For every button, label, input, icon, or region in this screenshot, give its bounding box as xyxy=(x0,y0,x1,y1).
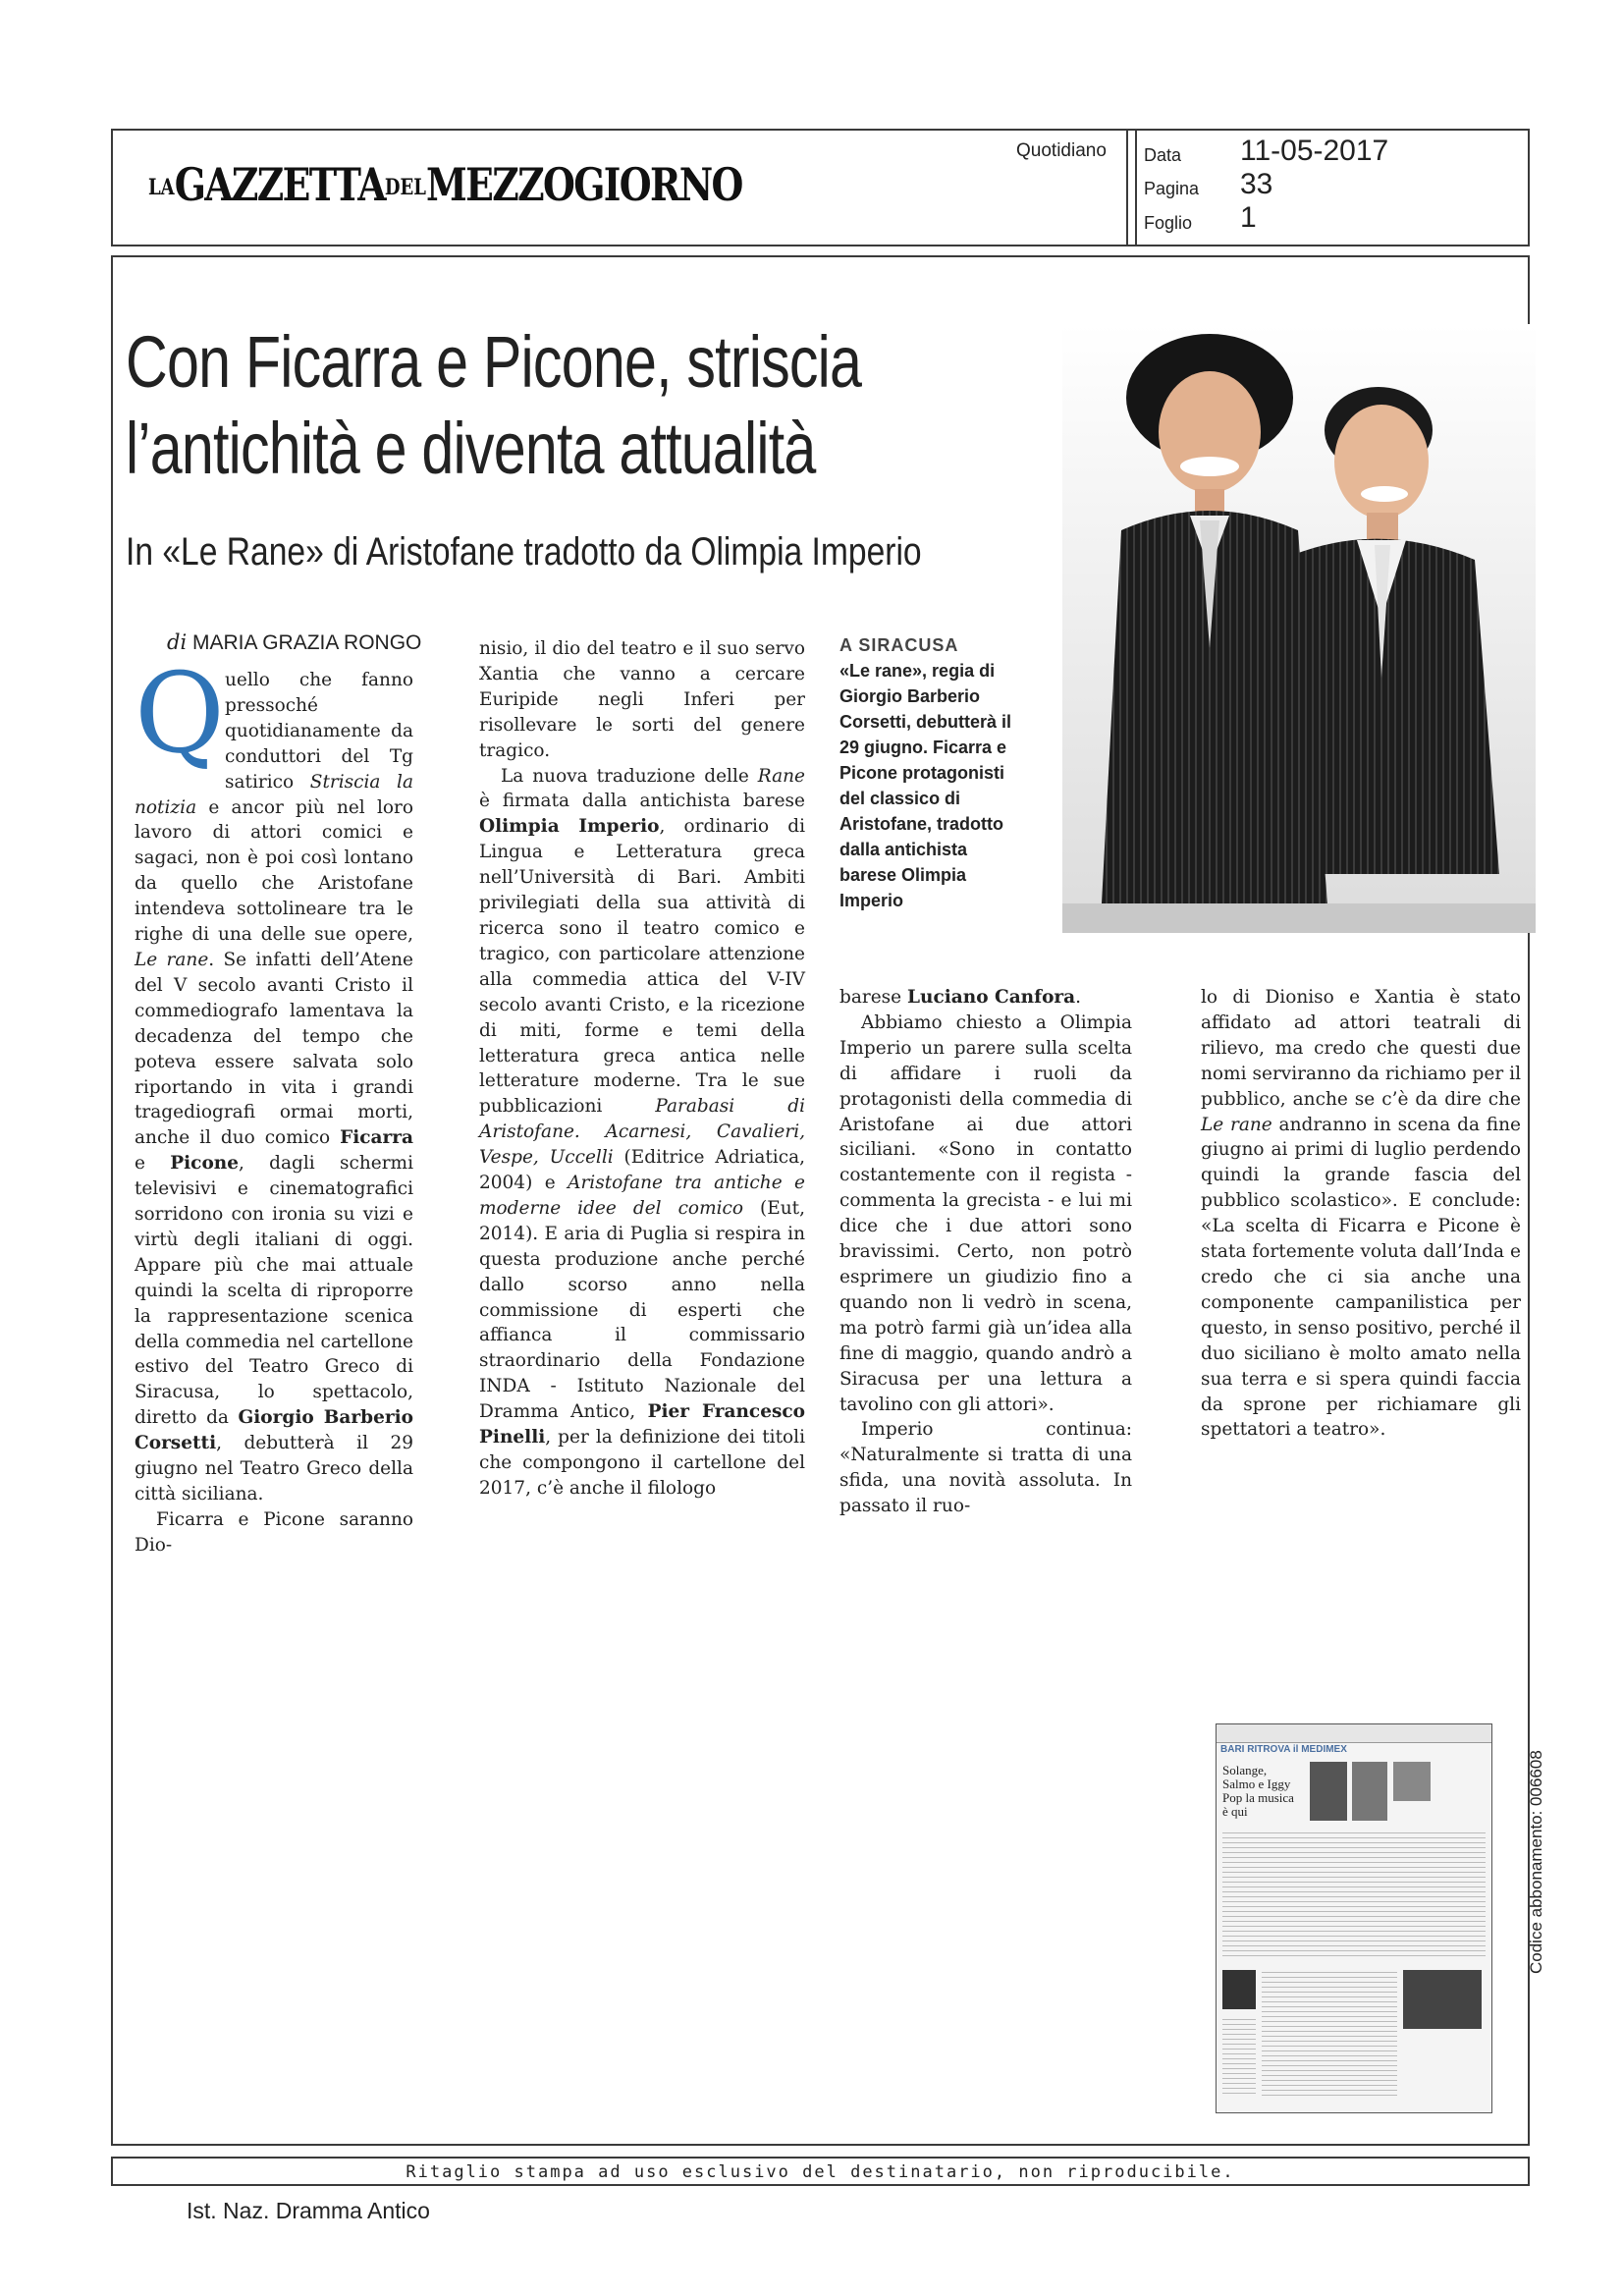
photo-caption xyxy=(839,632,1021,913)
header-divider-2 xyxy=(1135,131,1137,245)
newspaper-header xyxy=(111,129,1530,246)
title-line-2: l’antichità e diventa attualità xyxy=(126,408,816,489)
article-column-4: lo di Dioniso e Xantia è stato affidato ad attori teatrali di rilievo, ma credo che questi due nomi serviranno da richiamo per il pubblico, anche se c’è da dire che Le rane andranno in scena da fine giugno ai primi di luglio perdendo quindi la grande fascia del pubblico scolastico». E conclude: «La scelta di Ficarra e Picone è stata fortemente voluta dall’Inda e credo che ci sia anche una componente campanilistica per questo, in senso positivo, perché il duo siciliano è molto amato nella sua terra e si spera quindi faccia da sprone per richiamare gli spettatori a teatro». xyxy=(1201,987,1521,1441)
foglio-label: Foglio xyxy=(1144,213,1193,233)
author-name: MARIA GRAZIA RONGO xyxy=(192,631,422,654)
header-divider xyxy=(1126,131,1128,245)
pagina-label: Pagina xyxy=(1144,179,1200,198)
article-column-1: Quello che fanno pressoché quotidianamente da conduttori del Tg satirico Striscia la notizia e ancor più nel loro lavoro di attori comici e sagaci, non è poi così lontano da quello che Aristofane intendeva sottolineare tra le righe di una delle sue opere, Le rane. Se infatti dell’Atene del V secolo avanti Cristo il commediografo lamentava la decadenza del tempo che poteva essere salvata solo riportando in vita i grandi tragediografi ormai morti, anche il duo comico Ficarra e Picone, dagli schermi televisivi e cinematografici sorridono con ironia su vizi e virtù degli italiani di oggi. Appare più che mai attuale quindi la scelta di riproporre la rappresentazione scenica della commedia nel cartellone estivo del Teatro Greco di Siracusa, lo spettacolo, diretto da Giorgio Barberio Corsetti, debutterà il 29 giugno nel Teatro Greco della città siciliana. Ficarra e Picone saranno Dio- xyxy=(135,650,414,1556)
caption-text: «Le rane», regia di Giorgio Barberio Corsetti, debutterà il 29 giugno. Ficarra e Picone protagonisti del classico di Aristofane, tradotto dalla antichista barese Olimpia Imperio xyxy=(839,661,1012,910)
article-column-3: barese Luciano Canfora. Abbiamo chiesto a Olimpia Imperio un parere sulla scelta di affidare i ruoli da protagonisti della commedia di Aristofane ai due attori siciliani. «Sono in contatto costantemente con il regista - commenta la grecista - e lui mi dice che i due attori sono bravissimi. Certo, non potrò esprimere un giudizio fino a quando non li vedrò in scena, ma potrò farmi già un’idea alla fine di maggio, quando andrò a Siracusa per una lettura a tavolino con gli attori». Imperio continua: «Naturalmente si tratta di una sfida, una novità assoluta. In passato il ruo- xyxy=(839,987,1132,1517)
masthead-logo: LAGAZZETTADELMEZZOGIORNO xyxy=(148,158,742,211)
thumbnail-subhead: Solange, Salmo e Iggy Pop la musica è qui xyxy=(1222,1763,1294,1819)
title-line-1: Con Ficarra e Picone, striscia xyxy=(126,321,862,403)
article-column-2: nisio, il dio del teatro e il suo servo Xantia che vanno a cercare Euripide negli Inferi per risollevare le sorti del genere tragico. La nuova traduzione delle Rane è firmata dalla antichista barese Olimpia Imperio, ordinario di Lingua e Letteratura greca nell’Università di Bari. Ambiti privilegiati della sua attività di ricerca sono il teatro comico e tragico, con particolare attenzione alla commedia attica del V-IV secolo avanti Cristo, e la ricezione di miti, forme e temi della letteratura greca antica nelle letterature moderne. Tra le sue pubblicazioni Parabasi di Aristofane. Acarnesi, Cavalieri, Vespe, Uccelli (Editrice Adriatica, 2004) e Aristofane tra antiche e moderne idee del comico (Eut, 2014). E aria di Puglia si respira in questa produzione anche perché dallo scorso anno nella commissione di esperti che affianca il commissario straordinario della Fondazione INDA - Istituto Nazionale del Dramma Antico, Pier Francesco Pinelli, per la definizione dei titoli che compongono il cartellone del 2017, c’è anche il filologo xyxy=(479,638,806,1499)
drop-cap: Q xyxy=(135,650,225,778)
publication-type: Quotidiano xyxy=(1016,140,1107,161)
source-footer: Ist. Naz. Dramma Antico xyxy=(187,2198,430,2223)
photo-ficarra-picone xyxy=(1062,324,1536,933)
data-value: 11-05-2017 xyxy=(1240,135,1389,167)
reproduction-notice-strip xyxy=(111,2157,1530,2186)
reproduction-notice: Ritaglio stampa ad uso esclusivo del destinatario, non riproducibile. xyxy=(406,2162,1235,2182)
page-thumbnail xyxy=(1216,1723,1492,2113)
codice-abbonamento: Codice abbonamento: 006608 xyxy=(1527,1750,1545,1974)
article-title xyxy=(126,319,861,492)
byline: di MARIA GRAZIA RONGO xyxy=(167,630,422,654)
caption-heading: A SIRACUSA xyxy=(839,635,959,655)
pagina-value: 33 xyxy=(1240,168,1273,200)
article-subtitle: In «Le Rane» di Aristofane tradotto da Olimpia Imperio xyxy=(126,530,922,574)
foglio-value: 1 xyxy=(1240,201,1257,234)
data-label: Data xyxy=(1144,145,1182,165)
thumbnail-headline: BARI RITROVA il MEDIMEX xyxy=(1220,1744,1347,1755)
